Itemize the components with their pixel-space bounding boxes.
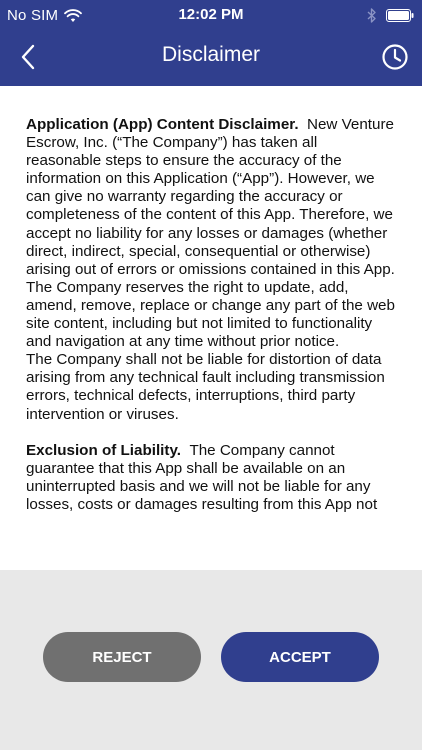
clock-icon xyxy=(381,43,409,71)
history-button[interactable] xyxy=(378,40,412,74)
carrier-label: No SIM xyxy=(7,7,59,24)
battery-icon xyxy=(386,9,414,22)
status-time: 12:02 PM xyxy=(178,6,244,23)
section-text: The Company shall not be liable for distortion of data arising from any technical fault including transmission errors, technical defects, interruptions, third party intervention or viruses. xyxy=(26,351,385,423)
disclaimer-content[interactable] xyxy=(0,86,422,570)
page-title: Disclaimer xyxy=(161,43,260,66)
liability-section xyxy=(26,442,396,514)
status-right xyxy=(367,8,414,23)
section-title: Exclusion of Liability. xyxy=(26,441,190,459)
footer xyxy=(0,570,422,750)
accept-button[interactable]: ACCEPT xyxy=(221,632,379,682)
disclaimer-section xyxy=(26,116,396,424)
bluetooth-icon xyxy=(367,8,377,23)
section-text: The Company cannot guarantee that this App shall be available on an uninterrupted basis and we will not be liable for any losses, costs or damages resulting from this App not xyxy=(26,441,378,513)
app-header xyxy=(0,0,422,86)
section-text: New Venture Escrow, Inc. (“The Company”) has taken all reasonable steps to ensure the accuracy of the information on this Application (“App”). However, we can give no warranty regarding the accuracy or completeness of the content of this App. Therefore, we accept no liability for any losses or damages (whether direct, indirect, special, consequential or otherwise) arising out of errors or omissions contained in this App. xyxy=(26,116,395,278)
section-text: The Company reserves the right to update, add, amend, remove, replace or change any part of the web site content, including but not limited to functionality and navigation at any time without prior notice. xyxy=(26,278,395,351)
nav-bar xyxy=(0,30,422,86)
section-title: Application (App) Content Disclaimer. xyxy=(26,116,307,133)
status-bar xyxy=(0,0,422,30)
reject-button[interactable]: REJECT xyxy=(43,632,201,682)
